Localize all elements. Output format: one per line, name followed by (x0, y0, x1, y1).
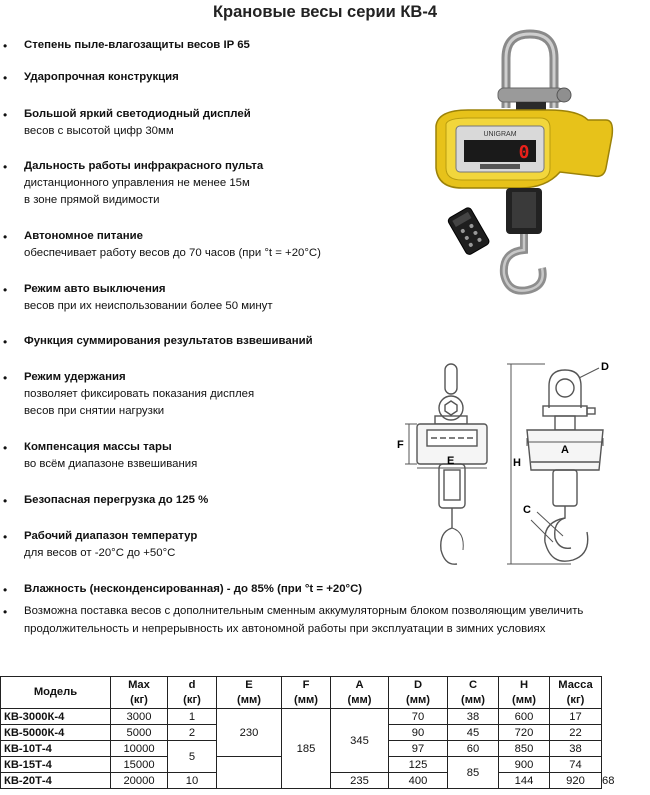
cell-c: 38 (448, 709, 499, 725)
cell-h: 900 (499, 757, 550, 773)
feature-description: в зоне прямой видимости (24, 194, 160, 206)
cell-e: 235 (331, 773, 389, 789)
cell-dim-d: 97 (389, 741, 448, 757)
cell-h: 720 (499, 725, 550, 741)
table-header-row (1, 677, 602, 709)
table-row (1, 709, 602, 725)
dimension-drawing (395, 360, 625, 575)
bullet: • (3, 283, 8, 297)
cell-mass: 17 (550, 709, 602, 725)
page-title: Крановые весы серии КВ-4 (212, 3, 438, 21)
cell-model: КВ-5000К-4 (1, 725, 111, 741)
bullet: • (3, 583, 8, 597)
bullet: • (3, 494, 8, 508)
cell-c: 85 (448, 757, 499, 789)
bullet: • (3, 71, 8, 85)
cell-max: 20000 (111, 773, 168, 789)
feature-description: для весов от -20°C до +50°C (24, 547, 176, 559)
cell-d: 10 (168, 773, 217, 789)
header-dim-d: D (мм) (389, 677, 448, 709)
shackle-pin (498, 88, 564, 102)
feature-heading: Ударопрочная конструкция (24, 71, 179, 83)
cell-d: 1 (168, 709, 217, 725)
cell-c: 45 (448, 725, 499, 741)
bullet: • (3, 335, 8, 349)
header-a: A (мм) (331, 677, 389, 709)
bullet: • (3, 108, 8, 122)
header-mass: Масса (кг) (550, 677, 602, 709)
feature-heading: Степень пыле-влагозащиты весов IP 65 (24, 39, 250, 51)
cell-f: 185 (282, 709, 331, 789)
dim-F (405, 424, 417, 464)
bullet: • (3, 160, 8, 174)
bullet: • (3, 39, 8, 53)
header-d: d (кг) (168, 677, 217, 709)
table-row: КВ-20Т-4 20000 10 235 400 144 920 68 (1, 773, 602, 789)
cell-model: КВ-10Т-4 (1, 741, 111, 757)
cell-c: 60 (448, 741, 499, 757)
bullet: • (3, 230, 8, 244)
bullet: • (3, 605, 8, 619)
cell-d: 2 (168, 725, 217, 741)
header-h: H (мм) (499, 677, 550, 709)
feature-heading: Функция суммирования результатов взвешиваний (24, 335, 313, 347)
cell-model: КВ-20Т-4 (1, 773, 111, 789)
bullet: • (3, 530, 8, 544)
cell-e: 230 (217, 709, 282, 757)
feature-description: во всём диапазоне взвешивания (24, 458, 198, 470)
cell-mass: 74 (550, 757, 602, 773)
header-f: F (мм) (282, 677, 331, 709)
cell-dim-d: 70 (389, 709, 448, 725)
dim-D (579, 368, 599, 378)
dim-label-F: F (397, 439, 404, 451)
feature-heading: Влажность (несконденсированная) - до 85% (при °t = +20°C) (24, 583, 363, 595)
feature-heading: Режим удержания (24, 371, 126, 383)
cell-e (217, 757, 282, 789)
header-max: Max (кг) (111, 677, 168, 709)
header-model: Модель (1, 677, 111, 709)
dim-label-H: H (513, 457, 521, 469)
cell-d: 5 (168, 741, 217, 773)
bullet: • (3, 371, 8, 385)
display-digit: 0 (518, 142, 530, 163)
cell-h: 920 (550, 773, 602, 789)
feature-heading: Автономное питание (24, 230, 143, 242)
crane-scale-photo (428, 28, 618, 300)
dim-label-D: D (601, 361, 609, 373)
cell-max: 10000 (111, 741, 168, 757)
cell-dim-d: 90 (389, 725, 448, 741)
feature-heading: Режим авто выключения (24, 283, 166, 295)
cell-mass: 22 (550, 725, 602, 741)
feature-description: весов при их неиспользовании более 50 минут (24, 300, 273, 312)
cell-model: КВ-3000К-4 (1, 709, 111, 725)
remote-control (447, 206, 491, 255)
header-e: E (мм) (217, 677, 282, 709)
side-view (527, 370, 603, 561)
brand-label: UNIGRAM (483, 131, 517, 138)
dim-label-E: E (447, 455, 455, 467)
feature-description: весов при снятии нагрузки (24, 405, 165, 417)
feature-heading: Дальность работы инфракрасного пульта (24, 160, 264, 172)
dim-label-A: A (561, 444, 569, 456)
dim-C (531, 512, 563, 542)
cell-dim-d: 125 (389, 757, 448, 773)
dim-label-C: C (523, 504, 531, 516)
cell-h: 850 (499, 741, 550, 757)
cell-max: 5000 (111, 725, 168, 741)
cell-model: КВ-15Т-4 (1, 757, 111, 773)
feature-description: дистанционного управления не менее 15м (24, 177, 250, 189)
cell-a: 345 (331, 709, 389, 773)
cell-max: 3000 (111, 709, 168, 725)
feature-description: позволяет фиксировать показания дисплея (24, 388, 255, 400)
feature-heading: Компенсация массы тары (24, 441, 172, 453)
cell-a: 400 (389, 773, 448, 789)
cell-max: 15000 (111, 757, 168, 773)
feature-heading: Безопасная перегрузка до 125 % (24, 494, 209, 506)
spec-table (0, 676, 615, 789)
note-text: Возможна поставка весов с дополнительным сменным аккумуляторным блоком позволяющим увеличить продолжительность и непрерывность их автономной работы при эксплуатации в зимних условиях (24, 605, 584, 635)
feature-heading: Рабочий диапазон температур (24, 530, 198, 542)
cell-h: 600 (499, 709, 550, 725)
bullet: • (3, 441, 8, 455)
header-c: C (мм) (448, 677, 499, 709)
feature-heading: Большой яркий светодиодный дисплей (24, 108, 251, 120)
cell-mass: 38 (550, 741, 602, 757)
cell-dim-d: 144 (499, 773, 550, 789)
feature-description: обеспечивает работу весов до 70 часов (при °t = +20°C) (24, 247, 321, 259)
feature-description: весов с высотой цифр 30мм (24, 125, 174, 137)
